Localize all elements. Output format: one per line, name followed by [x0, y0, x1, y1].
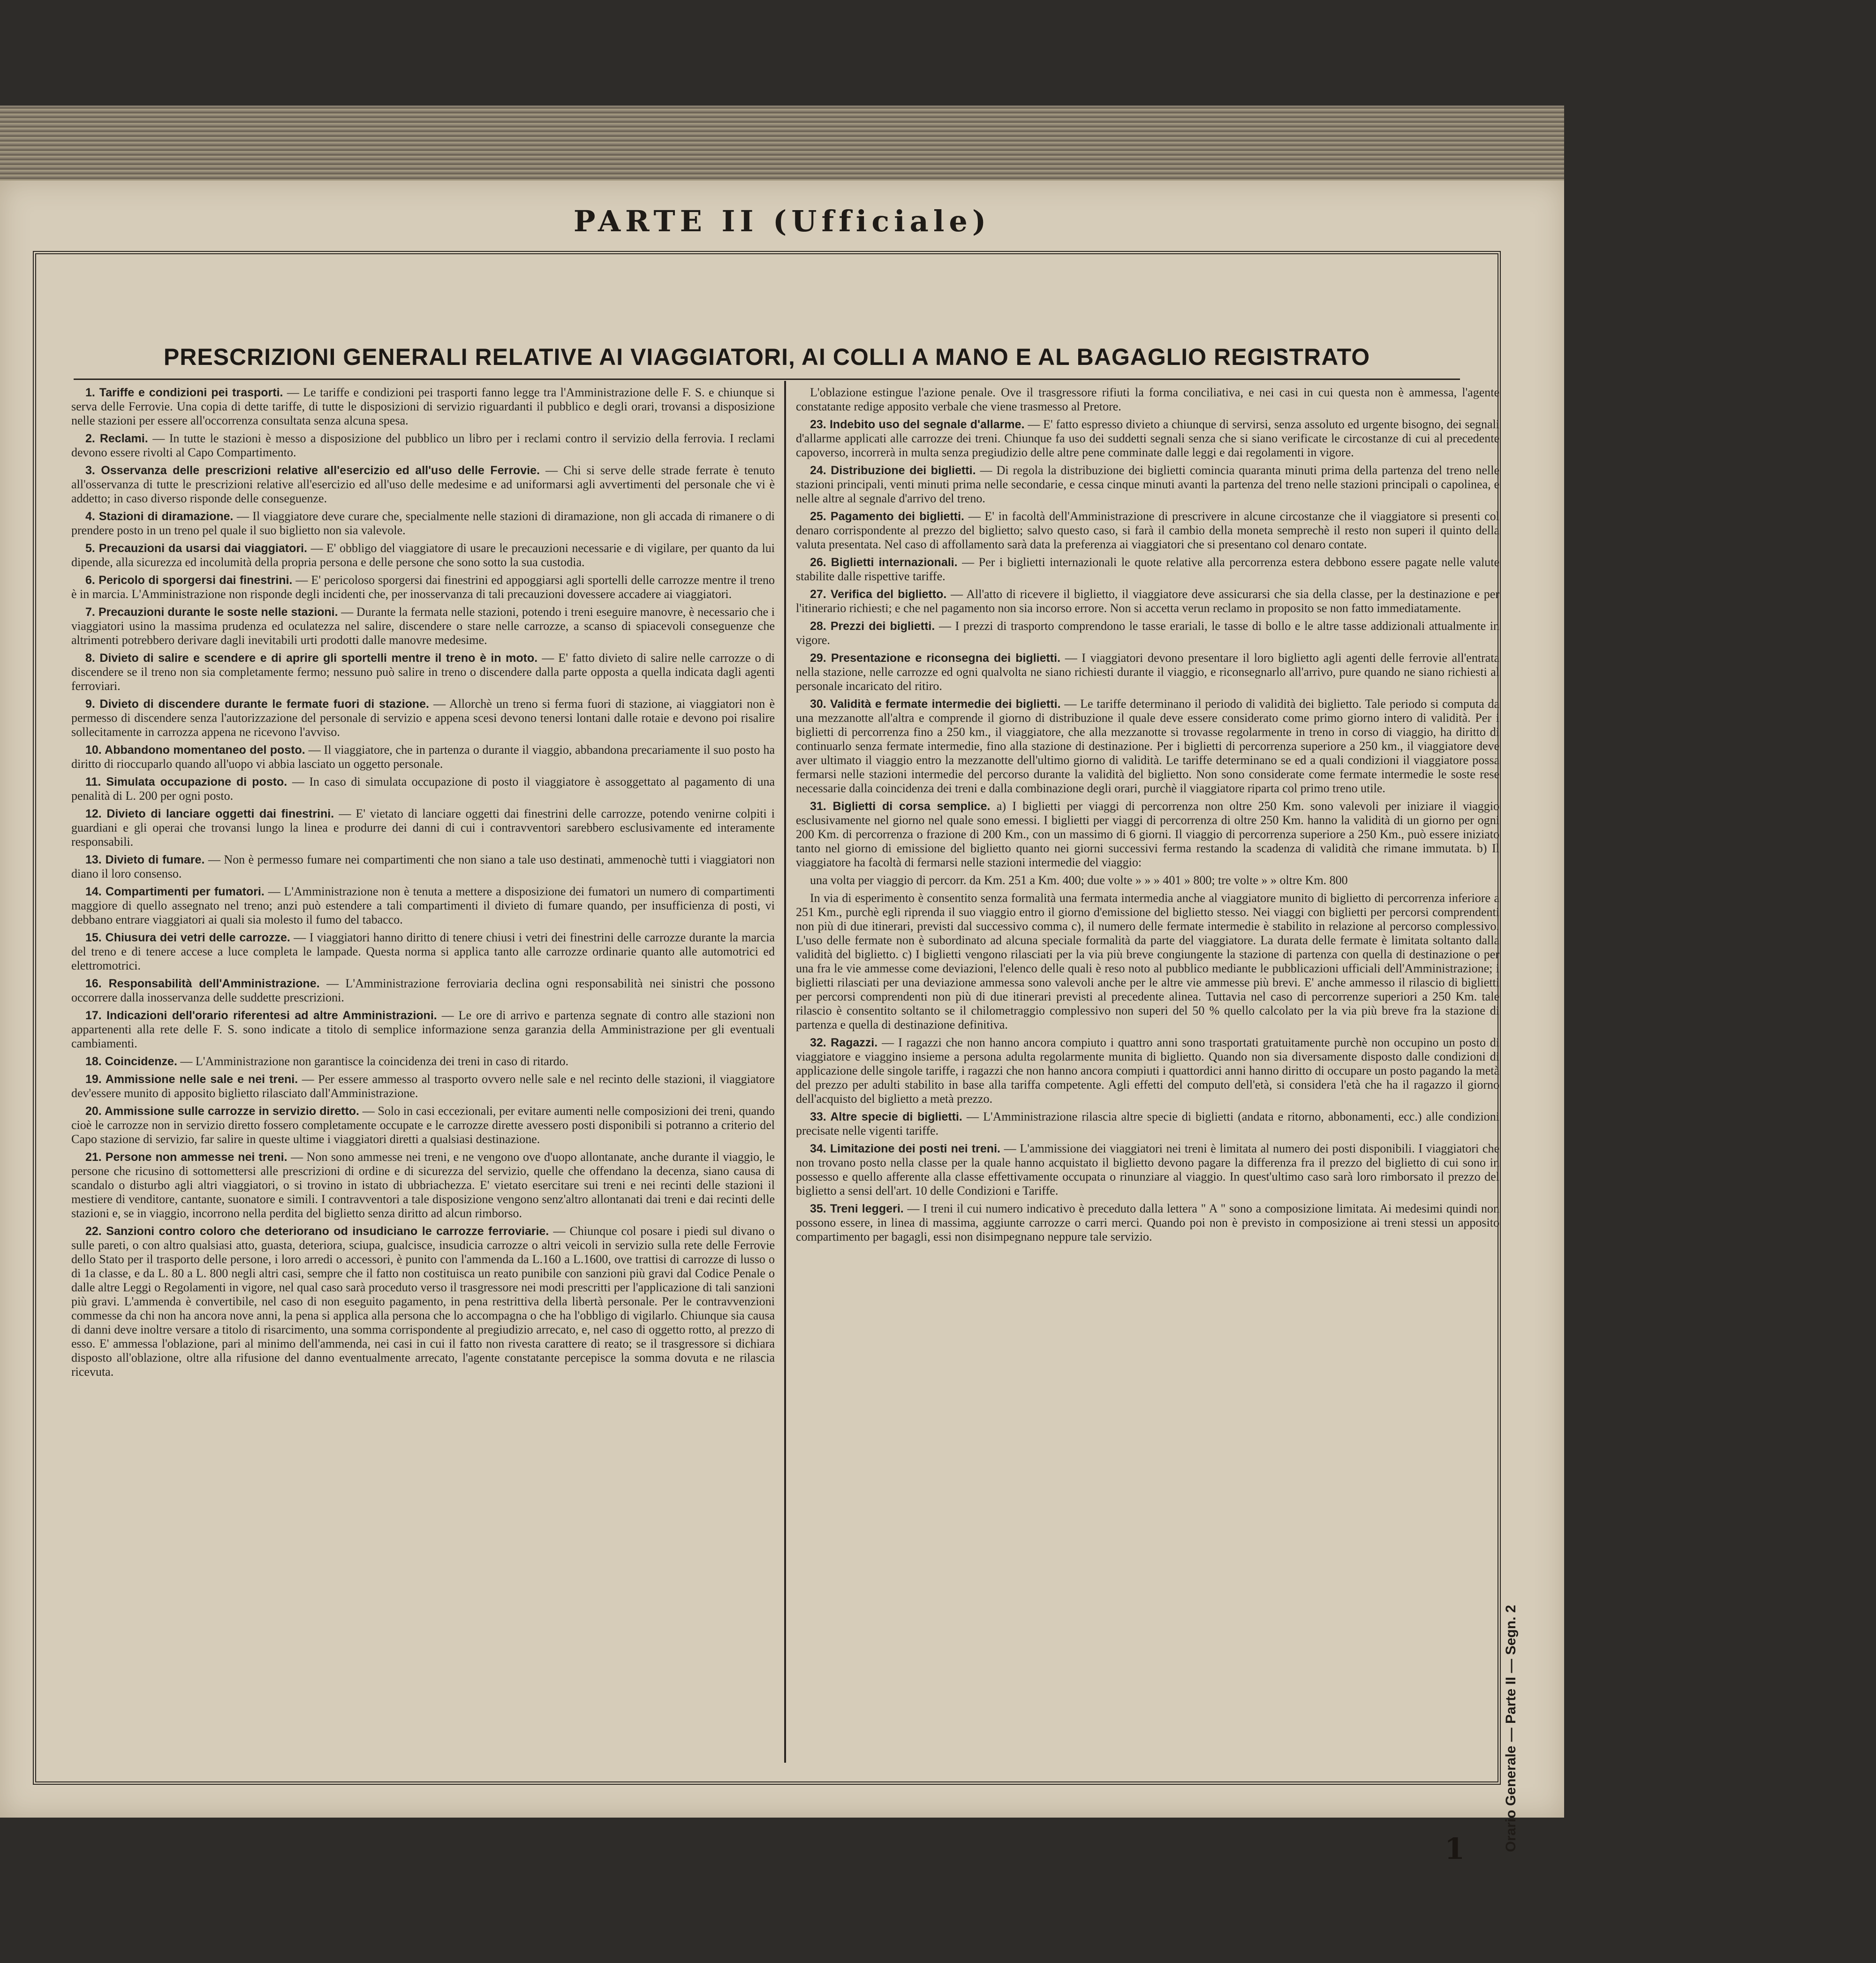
article-heading: 24. Distribuzione dei biglietti. — [810, 464, 976, 477]
article-heading: 18. Coincidenze. — [85, 1055, 177, 1068]
article-heading: 22. Sanzioni contro coloro che deteriorano od insudiciano le carrozze ferroviarie. — [85, 1225, 549, 1238]
side-label: Orario Generale — Parte II — Segn. 2 — [1503, 1605, 1519, 1852]
right-column-article — [796, 651, 1499, 693]
left-column-article — [71, 432, 775, 460]
article-heading: 35. Treni leggeri. — [810, 1202, 904, 1215]
article-heading: 14. Compartimenti per fumatori. — [85, 885, 265, 898]
left-column-article — [71, 1072, 775, 1100]
article-text: — I viaggiatori hanno diritto di tenere chiusi i vetri dei finestrini delle carrozze durante la marcia del treno e di tenere accese a luce completa le lampade. Questa norma si applica tanto alle carrozze ordinarie quanto alle automotrici ed elettromotrici. — [71, 931, 775, 972]
left-column-article — [71, 1054, 775, 1069]
article-heading: 20. Ammissione sulle carrozze in servizio diretto. — [85, 1105, 359, 1118]
right-column-article — [796, 587, 1499, 615]
article-text: — Il viaggiatore deve curare che, specialmente nelle stazioni di diramazione, non gli accada di rimanere o di prendere posto in un treno pel quale il suo biglietto non sia valevole. — [71, 509, 775, 537]
left-column-article — [71, 743, 775, 771]
left-column-article — [71, 605, 775, 647]
article-heading: 25. Pagamento dei biglietti. — [810, 510, 964, 523]
article-text: — Chiunque col posare i piedi sul divano o sulle pareti, o con altro qualsiasi atto, guasta, deteriora, sciupa, gualcisce, insudicia carrozze o altri veicoli in servizio sulla rete delle Ferrovie dello Stato per il trasporto delle persone, i loro arredi o accessori, è punito con l'ammenda da L.160 a L.1600, ove trattisi di carrozze di lusso o di 1a classe, e da L. 80 a L. 800 negli altri casi, sempre che il fatto non costituisca un reato punibile con sanzioni più gravi dal Codice Penale o dalle altre Leggi o Regolamenti in vigore, nel qual caso sarà proceduto verso il trasgressore nei modi prescritti per l'applicazione di tali sanzioni più gravi. L'ammenda è convertibile, nel caso di non eseguito pagamento, in pena restrittiva della libertà personale. Per le contravvenzioni commesse da chi non ha ancora nove anni, la pena si applica alla persona che lo accompagna o che ha l'obbligo di vigilarlo. Chiunque sia causa di danni deve inoltre versare a titolo di risarcimento, una somma corrispondente al pregiudizio arrecato, e, nel caso di oggetto rotto, al prezzo di esso. E' ammessa l'oblazione, pari al minimo dell'ammenda, nei casi in cui il fatto non rivesta carattere di reato; se il trasgressore si dichiara disposto all'oblazione, oltre alla rifusione del danno eventualmente arrecato, l'agente constatante percepisce la somma dovuta e ne rilascia ricevuta. — [71, 1224, 775, 1379]
article-text: — Le tariffe determinano il periodo di validità dei biglietto. Tale periodo si computa da una mezzanotte all'altra e comprende il giorno di distribuzione il quale deve essere considerato come primo giorno intero di validità. Per i biglietti di percorrenza fino a 250 km., il viaggiatore, che alla mezzanotte si trovasse regolarmente in treno in corso di viaggio, ha diritto di continuarlo senza fermate intermedie, fino alla stazione di destinazione. Per i biglietti di percorrenza superiore a 250 km., il viaggiatore deve aver ultimato il viaggio entro la mezzanotte dell'ultimo giorno di validità. Le tariffe determinano se ed a quali condizioni il viaggiatore possa fermarsi nelle stazioni intermedie del percorso durante la validità del biglietto. Non sono considerate come fermate intermedie le soste rese necessarie dalla coincidenza dei treni e dalla combinazione degli orari, purchè il viaggiatore riparta col primo treno utile. — [796, 697, 1500, 795]
article-text: — Durante la fermata nelle stazioni, potendo i treni eseguire manovre, è necessario che i viaggiatori usino la massima prudenza ed oculatezza nel salire, discendere o stare nelle carrozze, a scanso di spiacevoli conseguenze che altrimenti potrebbero derivare dagli inevitabili urti prodotti dalle manovre medesime. — [71, 605, 775, 647]
article-heading: 19. Ammissione nelle sale e nei treni. — [85, 1073, 298, 1086]
article-text: — Non sono ammesse nei treni, e ne vengono ove d'uopo allontanate, anche durante il viaggio, le persone che ricusino di sottomettersi alle prescrizioni di ordine e di sicurezza del servizio, quelle che offendano la decenza, siano causa di scandalo o disturbo agli altri viaggiatori, o si trovino in istato di ubbriachezza. E' vietato esercitare sui treni e nei recinti delle stazioni il mestiere di venditore, cantante, suonatore e simili. I contravventori a tale disposizione vengono senz'altro allontanati dai treni e dai recinti delle stazioni e, se in viaggio, incorrono nella perdita del biglietto senza diritto ad alcun rimborso. — [71, 1150, 775, 1220]
article-heading: 6. Pericolo di sporgersi dai finestrini. — [85, 574, 293, 587]
article-heading: 29. Presentazione e riconsegna dei biglietti. — [810, 652, 1061, 665]
article-text: — E' obbligo del viaggiatore di usare le precauzioni necessarie e di vigilare, per quanto da lui dipende, alla sicurezza ed incolumità della propria persona e delle persone che sono sotto la sua custodia. — [71, 541, 775, 569]
right-column-article — [796, 509, 1499, 552]
article-text: — In caso di simulata occupazione di posto il viaggiatore è assoggettato al pagamento di una penalità di L. 200 per ogni posto. — [71, 775, 775, 803]
article-heading: 9. Divieto di discendere durante le fermate fuori di stazione. — [85, 697, 429, 711]
right-column-article — [796, 1036, 1499, 1106]
article-text: — In tutte le stazioni è messo a disposizione del pubblico un libro per i reclami contro il servizio della ferrovia. I reclami devono essere rivolti al Capo Compartimento. — [71, 432, 775, 459]
article-text: — Per essere ammesso al trasporto ovvero nelle sale e nel recinto delle stazioni, il viaggiatore dev'essere munito di apposito biglietto rilasciato dall'Amministrazione. — [71, 1072, 775, 1100]
article-text: — Il viaggiatore, che in partenza o durante il viaggio, abbandona precariamente il suo posto ha diritto di rioccuparlo quando all'uopo vi abbia lasciato un oggetto personale. — [71, 743, 775, 771]
right-column-article — [796, 891, 1499, 1032]
right-column-article — [796, 386, 1499, 414]
article-text: — E' vietato di lanciare oggetti dai finestrini delle carrozze, potendo venirne colpiti i guardiani e gli operai che trovansi lungo la linea e produrre dei danni di cui i contravventori sarebbero esclusivamente ed interamente responsabili. — [71, 807, 775, 849]
column-divider — [784, 381, 786, 1763]
left-column-article — [71, 697, 775, 739]
left-column-article — [71, 885, 775, 927]
right-column-article — [796, 619, 1499, 647]
article-text: — E' fatto divieto di salire nelle carrozze o di discendere se il treno non sia completamente fermo; nessuno può salire in treno o discendere dalla parte opposta a quella indicata dagli agenti ferroviari. — [71, 651, 775, 693]
article-text: — L'Amministrazione non garantisce la coincidenza dei treni in caso di ritardo. — [180, 1054, 569, 1068]
left-column-article — [71, 541, 775, 569]
article-heading: 2. Reclami. — [85, 432, 148, 445]
article-heading: 13. Divieto di fumare. — [85, 853, 205, 866]
left-column-article — [71, 775, 775, 803]
article-text: — Non è permesso fumare nei compartimenti che non siano a tale uso destinati, ammenochè tutti i viaggiatori non diano il loro consenso. — [71, 853, 775, 880]
left-column-article — [71, 1008, 775, 1051]
article-heading: 28. Prezzi dei biglietti. — [810, 620, 935, 633]
article-text: — Per i biglietti internazionali le quote relative alla percorrenza estera debbono essere pagate nelle valute stabilite dalle rispettive tariffe. — [796, 555, 1500, 583]
article-heading: 31. Biglietti di corsa semplice. — [810, 800, 991, 813]
article-text: una volta per viaggio di percorr. da Km. 251 a Km. 400; due volte » » » 401 » 800; tre volte » » oltre Km. 800 — [810, 873, 1348, 887]
left-column-article — [71, 509, 775, 538]
article-heading: 15. Chiusura dei vetri delle carrozze. — [85, 931, 290, 944]
article-text: — L'ammissione dei viaggiatori nei treni è limitata al numero dei posti disponibili. I viaggiatori che non trovano posto nella classe per la quale hanno acquistato il biglietto devono pagare la differenza fra il prezzo del biglietto di cui sono in possesso e quello afferente alla classe effettivamente occupata o rinunziare al viaggio. In quest'ultimo caso sarà loro rimborsato il prezzo del biglietto a sensi dell'art. 10 delle Condizioni e Tariffe. — [796, 1142, 1500, 1198]
title-rule — [74, 379, 1460, 380]
part-title: PARTE II (Ufficiale) — [573, 204, 991, 238]
article-text: — L'Amministrazione rilascia altre specie di biglietti (andata e ritorno, abbonamenti, ecc.) alle condizioni precisate nelle vigenti tariffe. — [796, 1110, 1500, 1137]
right-column-article — [796, 1110, 1499, 1138]
article-text: — Le ore di arrivo e partenza segnate di contro alle stazioni non appartenenti alla rete delle F. S. sono indicate a titolo di semplice informazione senza garanzia della Amministrazione per gli eventuali cambiamenti. — [71, 1008, 775, 1050]
left-column-article — [71, 977, 775, 1005]
left-column-article — [71, 1224, 775, 1379]
article-heading: 4. Stazioni di diramazione. — [85, 510, 234, 523]
page-number: 1 — [1445, 1832, 1465, 1866]
right-column-article — [796, 697, 1499, 796]
right-column-article — [796, 1142, 1499, 1198]
article-heading: 34. Limitazione dei posti nei treni. — [810, 1142, 1000, 1155]
main-title: PRESCRIZIONI GENERALI RELATIVE AI VIAGGIATORI, AI COLLI A MANO E AL BAGAGLIO REGISTRATO — [163, 344, 1370, 370]
article-text: — L'Amministrazione non è tenuta a mettere a disposizione dei fumatori un numero di compartimenti maggiore di quello assegnato nel treno; anzi può estendere a tali compartimenti il divieto di fumare quando, per insufficienza di posti, vi debbano entrare viaggiatori ai quali sia molesto il fumo del tabacco. — [71, 885, 775, 926]
article-text: — E' in facoltà dell'Amministrazione di prescrivere in alcune circostanze che il viaggiatore si presenti col denaro corrispondente al prezzo del biglietto; salvo questo caso, si farà il cambio della moneta semprechè il resto non superi il quinto della valuta presentata. Nel caso di affollamento sarà data la preferenza ai viaggiatori che si presentano col denaro contate. — [796, 509, 1500, 551]
left-column-article — [71, 1150, 775, 1220]
article-heading: 32. Ragazzi. — [810, 1036, 878, 1049]
article-text: a) I biglietti per viaggi di percorrenza non oltre 250 Km. sono valevoli per iniziare il viaggio esclusivamente nel giorno nel quale sono emessi. I biglietti per viaggi di percorrenza di oltre 250 Km. hanno la validità di un giorno per ogni 200 Km. di percorrenza o frazione di 200 Km., con un massimo di 6 giorni. Il viaggio di percorrenza superiore a 250 Km., può essere iniziato tanto nel giorno di emissione del biglietto quanto nei giorni successivi ferma restando la scadenza di validità che rimane immutata. b) Il viaggiatore ha facoltà di fermarsi nelle stazioni intermedie del viaggio: — [796, 799, 1499, 869]
left-column-article — [71, 931, 775, 973]
article-heading: 17. Indicazioni dell'orario riferentesi ad altre Amministrazioni. — [85, 1009, 437, 1022]
right-column-article — [796, 555, 1499, 584]
left-column — [71, 386, 775, 1383]
content-frame — [33, 251, 1501, 1785]
article-text: — E' fatto espresso divieto a chiunque di servirsi, senza assoluto ed urgente bisogno, dei segnali d'allarme applicati alle carrozze dei treni. Chiunque fa uso dei suddetti segnali senza che si siano verificate le circostanze di cui al precedente capoverso, incorrerà in multa senza pregiudizio delle altre pene comminate dalle leggi e dai regolamenti in vigore. — [796, 417, 1499, 459]
left-column-article — [71, 386, 775, 428]
article-heading: 26. Biglietti internazionali. — [810, 556, 958, 569]
article-text: — Di regola la distribuzione dei biglietti comincia quaranta minuti prima della partenza del treno nelle stazioni principali, venti minuti prima nelle secondarie, e cessa cinque minuti avanti la partenza del treno nelle stazioni principali o capolinea, e nelle altre al segnale d'arrivo del treno. — [796, 463, 1499, 505]
article-text: — Le tariffe e condizioni pei trasporti fanno legge tra l'Amministrazione delle F. S. e chiunque si serva delle Ferrovie. Una copia di dette tariffe, di tutte le disposizioni di servizio riguardanti il pubblico e degli orari, trovansi a disposizione nelle stazioni per essere all'occorrenza consultata senza alcuna spesa. — [71, 386, 775, 427]
article-text: — Solo in casi eccezionali, per evitare aumenti nelle composizioni dei treni, quando cioè le carrozze non in servizio diretto fossero completamente occupate e le carrozze dirette avessero posti disponibili si potranno a criterio del Capo stazione di servizio, far salire in queste ultime i viaggiatori diretti a qualsiasi destinazione. — [71, 1104, 775, 1146]
article-text: — I treni il cui numero indicativo è preceduto dalla lettera " A " sono a composizione limitata. Ai medesimi quindi non possono essere, in linea di massima, aggiunte carrozze o carri merci. Quando poi non è previsto in composizione ai treni stessi un apposito compartimento per bagagli, essi non disimpegnano neppure tale servizio. — [796, 1202, 1499, 1243]
left-column-article — [71, 573, 775, 601]
article-heading: 23. Indebito uso del segnale d'allarme. — [810, 418, 1025, 431]
document-page — [0, 181, 1564, 1866]
left-column-article — [71, 463, 775, 506]
right-column-article — [796, 799, 1499, 870]
article-text: — I viaggiatori devono presentare il loro biglietto agli agenti delle ferrovie all'entrata nella stazione, nelle carrozze ed ogni qualvolta ne siano richiesti durante il viaggio, e riconsegnarlo all'arrivo, pure quando ne siano richiesti al personale incaricato del ritiro. — [796, 651, 1500, 693]
article-text: In via di esperimento è consentito senza formalità una fermata intermedia anche al viaggiatore munito di biglietto di percorrenza inferiore a 251 Km., purchè egli riprenda il suo viaggio entro il giorno d'emissione del biglietto stesso. Nei viaggi con biglietti per percorsi comprendenti non più di due itinerari, previsti dal successivo comma c), il numero delle fermate intermedie è stabilito in relazione al percorso complessivo. L'uso delle fermate non è subordinato ad alcuna speciale formalità da parte del viaggiatore. La durata delle fermate è limitata soltanto dalla validità del biglietto. c) I biglietti vengono rilasciati per la via più breve congiungente la stazione di partenza con quella di destinazione o per una fra le vie ammesse come deviazioni, l'elenco delle quali è reso noto al pubblico mediante le pubblicazioni ufficiali dell'Amministrazione; i biglietti rilasciati per una deviazione ammessa sono valevoli anche per le altre vie ammesse più brevi. E' anche ammesso il rilascio di biglietti per percorsi comprendenti non più di due itinerari previsti al precedente alinea. Tuttavia nel caso di percorrenze superiori a 250 Km. tale rilascio è consentito soltanto se il chilometraggio complessivo non superi del 50 % quello calcolato per la via più breve fra la stazione di partenza e quella di destinazione definitiva. — [796, 891, 1499, 1031]
left-column-article — [71, 853, 775, 881]
article-text: — I ragazzi che non hanno ancora compiuto i quattro anni sono trasportati gratuitamente purchè non occupino un posto di viaggiatore e viaggino insieme a persona adulta regolarmente munita di biglietto. Quando non sia diversamente disposto dalle condizioni di applicazione delle singole tariffe, i ragazzi che non hanno ancora compiuti i quattordici anni hanno diritto di occupare un posto pagando la metà del prezzo per adulti stabilito in base alla tariffa competente. Agli effetti del computo dell'età, si considera l'età che ha il ragazzo il giorno dell'acquisto del biglietto a metà prezzo. — [796, 1036, 1500, 1106]
article-heading: 21. Persone non ammesse nei treni. — [85, 1151, 287, 1164]
article-heading: 1. Tariffe e condizioni pei trasporti. — [85, 386, 283, 399]
left-column-article — [71, 1104, 775, 1146]
article-heading: 30. Validità e fermate intermedie dei biglietti. — [810, 697, 1061, 711]
article-text: — E' pericoloso sporgersi dai finestrini ed appoggiarsi agli sportelli delle carrozze mentre il treno è in marcia. L'Amministrazione non risponde degli incidenti che, per inosservanza di tali precauzioni dovessere accadere ai viaggiatori. — [71, 573, 775, 601]
article-heading: 12. Divieto di lanciare oggetti dai finestrini. — [85, 807, 334, 820]
right-column-article — [796, 873, 1499, 887]
article-heading: 33. Altre specie di biglietti. — [810, 1110, 962, 1123]
article-heading: 3. Osservanza delle prescrizioni relative all'esercizio ed all'uso delle Ferrovie. — [85, 464, 540, 477]
right-column — [796, 386, 1499, 1248]
article-text: — I prezzi di trasporto comprendono le tasse erariali, le tasse di bollo e le altre tasse addizionali attualmente in vigore. — [796, 619, 1500, 647]
article-text: — Allorchè un treno si ferma fuori di stazione, ai viaggiatori non è permesso di discendere senza l'autorizzazione del personale di servizio e appena scesi devono tenersi lontani dalle rotaie e devono poi risalire sollecitamente in carrozza appena ne ricevono l'avviso. — [71, 697, 775, 739]
article-heading: 10. Abbandono momentaneo del posto. — [85, 743, 305, 757]
article-heading: 8. Divieto di salire e scendere e di aprire gli sportelli mentre il treno è in moto. — [85, 652, 538, 665]
article-text: — All'atto di ricevere il biglietto, il viaggiatore deve assicurarsi che sia della classe, per la destinazione e per l'itinerario richiesti; e che nel pagamento non sia incorso errore. Non si accetta verun reclamo in proposito se non fatto immediatamente. — [796, 587, 1499, 615]
right-column-article — [796, 1202, 1499, 1244]
left-column-article — [71, 651, 775, 693]
article-heading: 27. Verifica del biglietto. — [810, 588, 947, 601]
article-heading: 11. Simulata occupazione di posto. — [85, 775, 287, 788]
article-heading: 5. Precauzioni da usarsi dai viaggiatori. — [85, 542, 307, 555]
article-heading: 16. Responsabilità dell'Amministrazione. — [85, 977, 320, 990]
left-column-article — [71, 807, 775, 849]
article-text: — L'Amministrazione ferroviaria declina ogni responsabilità nei sinistri che possono occorrere dalla inosservanza delle suddette prescrizioni. — [71, 977, 775, 1004]
right-column-article — [796, 417, 1499, 460]
article-text: — Chi si serve delle strade ferrate è tenuto all'osservanza di tutte le prescrizioni relative all'esercizio ed all'uso delle medesime e ad uniformarsi agli avvertimenti del personale che vi è addetto; in caso diverso risponde delle conseguenze. — [71, 463, 775, 505]
right-column-article — [796, 463, 1499, 506]
article-text: L'oblazione estingue l'azione penale. Ove il trasgressore rifiuti la forma conciliativa, e nei casi in cui questa non è ammessa, l'agente constatante redige apposito verbale che viene trasmesso al Pretore. — [796, 386, 1499, 413]
article-heading: 7. Precauzioni durante le soste nelle stazioni. — [85, 606, 338, 619]
